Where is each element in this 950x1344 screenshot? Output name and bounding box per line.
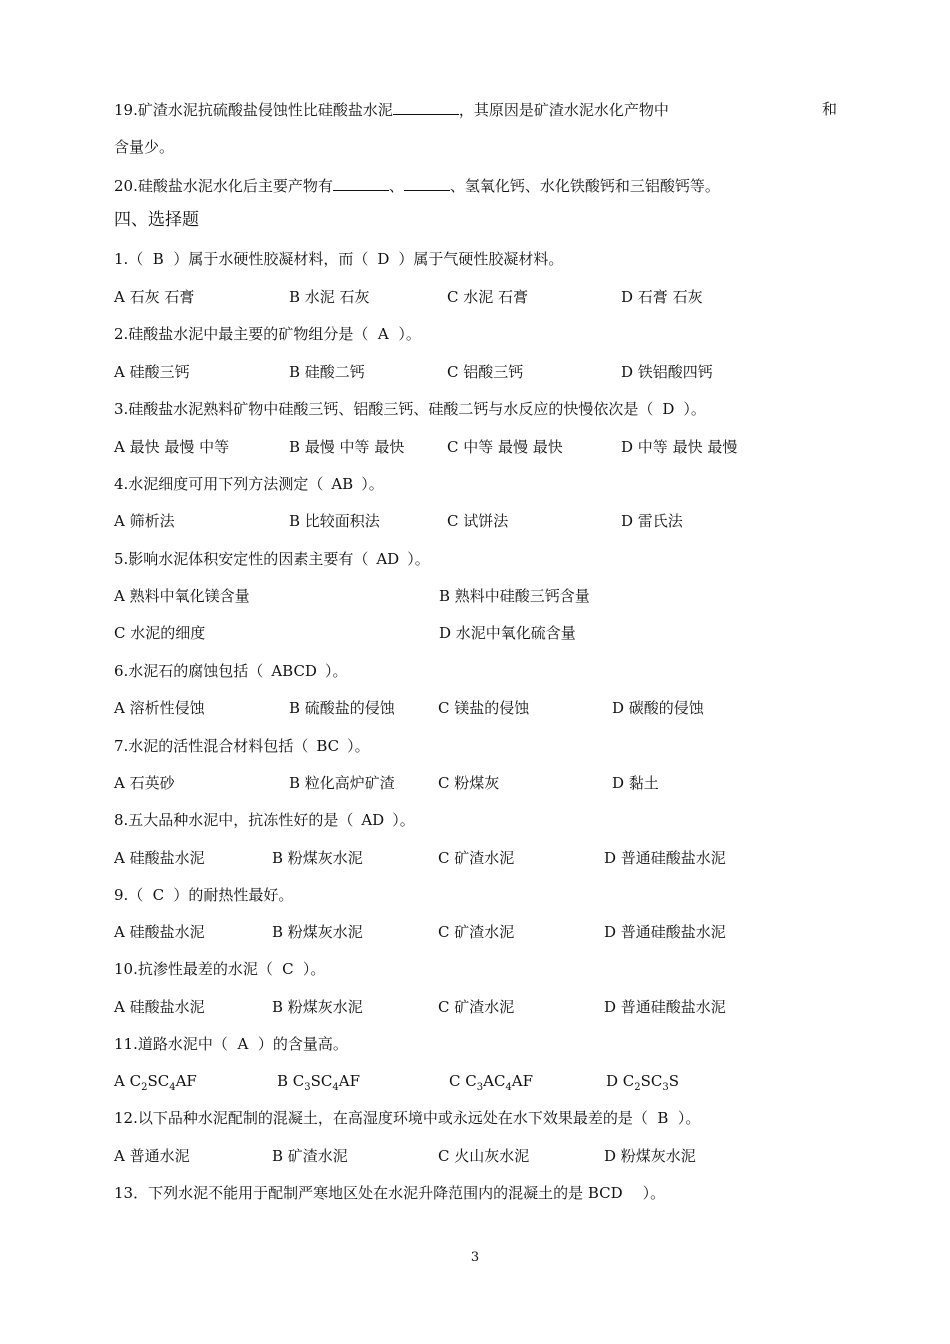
question-8 — [114, 810, 415, 830]
question-text: ）的耐热性最好。 — [173, 886, 294, 904]
answer: C — [152, 886, 165, 904]
subscript: 2 — [141, 1082, 148, 1093]
subscript: 4 — [332, 1082, 339, 1093]
option-b: B 水泥 石灰 — [289, 288, 370, 306]
question-text: ）。 — [677, 1109, 701, 1127]
option-c: C 粉煤灰 — [438, 774, 500, 792]
question-text: 8.五大品种水泥中，抗冻性好的是（ — [114, 811, 354, 829]
option-d: D 普通硅酸盐水泥 — [604, 998, 726, 1016]
option-d: D 普通硅酸盐水泥 — [604, 923, 726, 941]
answer: B — [152, 250, 164, 268]
question-text: 4.水泥细度可用下列方法测定（ — [114, 475, 324, 493]
option-a: A 溶析性侵蚀 — [114, 699, 205, 717]
option-d: D 普通硅酸盐水泥 — [604, 849, 726, 867]
subscript: 3 — [662, 1082, 669, 1093]
option-c: C 矿渣水泥 — [438, 923, 515, 941]
question-text: ）。 — [407, 550, 430, 568]
option-a: A 石灰 石膏 — [114, 288, 195, 306]
option-c: C 矿渣水泥 — [438, 998, 515, 1016]
question-text: 12.以下品种水泥配制的混凝土，在高湿度环境中或永远处在水下效果最差的是（ — [114, 1109, 648, 1127]
option-d: D 中等 最快 最慢 — [621, 438, 738, 456]
question-2 — [114, 324, 421, 344]
question-text: 6.水泥石的腐蚀包括（ — [114, 662, 264, 680]
section-title: 四、选择题 — [114, 210, 199, 230]
option-b: B 比较面积法 — [289, 512, 380, 530]
question-text: 2.硅酸盐水泥中最主要的矿物组分是（ — [114, 325, 369, 343]
option-d: D 水泥中氧化硫含量 — [439, 624, 576, 642]
option-b: B 硫酸盐的侵蚀 — [289, 699, 395, 717]
question-text: 1.（ — [114, 250, 144, 268]
answer: B — [657, 1109, 669, 1127]
question-12 — [114, 1108, 700, 1128]
question-text: 10.抗渗性最差的水泥（ — [114, 960, 273, 978]
option-d: D 碳酸的侵蚀 — [612, 699, 704, 717]
question-19-line-1 — [114, 99, 669, 120]
question-20-text-2: 、氢氧化钙、水化铁酸钙和三铝酸钙等。 — [449, 177, 720, 195]
question-1 — [114, 249, 563, 269]
fill-blank[interactable] — [333, 175, 389, 191]
answer: A — [237, 1035, 249, 1053]
question-6 — [114, 661, 347, 681]
question-text: ）。 — [392, 811, 415, 829]
option-a: A 硅酸盐水泥 — [114, 849, 205, 867]
fill-blank[interactable] — [404, 175, 450, 191]
option-a: A 硅酸三钙 — [114, 363, 190, 381]
question-20 — [114, 175, 720, 196]
answer: D — [377, 250, 390, 268]
option-b: B 熟料中硅酸三钙含量 — [439, 587, 590, 605]
option-c: C 中等 最慢 最快 — [447, 438, 563, 456]
option-b: B 粉煤灰水泥 — [272, 849, 363, 867]
formula-text: SC — [640, 1072, 663, 1090]
question-text: ）。 — [642, 1184, 666, 1202]
question-9 — [114, 885, 293, 905]
question-19-text-2: ，其原因是矿渣水泥水化产物中 — [458, 101, 669, 119]
question-7 — [114, 736, 370, 756]
option-c: C 试饼法 — [447, 512, 509, 530]
subscript: 2 — [634, 1082, 641, 1093]
question-text: 3.硅酸盐水泥熟料矿物中硅酸三钙、铝酸三钙、硅酸二钙与水反应的快慢依次是（ — [114, 400, 654, 418]
option-b — [277, 1071, 360, 1091]
option-d: D 雷氏法 — [621, 512, 683, 530]
option-b: B 矿渣水泥 — [272, 1147, 348, 1165]
option-d: D 石膏 石灰 — [621, 288, 703, 306]
formula-text: A C — [114, 1072, 142, 1090]
formula-text: AC — [483, 1072, 506, 1090]
question-text: 5.影响水泥体积安定性的因素主要有（ — [114, 550, 369, 568]
option-d: D 黏土 — [612, 774, 659, 792]
formula-text: AF — [338, 1072, 361, 1090]
formula-text: AF — [175, 1072, 197, 1090]
question-19-and: 和 — [822, 100, 838, 118]
question-text: ）。 — [398, 325, 421, 343]
option-c: C 矿渣水泥 — [438, 849, 515, 867]
option-d — [606, 1071, 679, 1091]
option-b: B 粒化高炉矿渣 — [289, 774, 395, 792]
option-d: D 铁铝酸四钙 — [621, 363, 713, 381]
question-19-line-2: 含量少。 — [114, 138, 175, 156]
question-text: 9.（ — [114, 886, 144, 904]
question-text: 11.道路水泥中（ — [114, 1035, 228, 1053]
answer: C — [282, 960, 294, 978]
option-a: A 筛析法 — [114, 512, 175, 530]
option-b: B 硅酸二钙 — [289, 363, 365, 381]
option-c: C 镁盐的侵蚀 — [438, 699, 530, 717]
option-a: A 硅酸盐水泥 — [114, 923, 205, 941]
question-19-text: 19.矿渣水泥抗硫酸盐侵蚀性比硅酸盐水泥 — [114, 101, 393, 119]
subscript: 4 — [169, 1082, 176, 1093]
option-c: C 火山灰水泥 — [438, 1147, 530, 1165]
question-11 — [114, 1034, 348, 1054]
formula-text: D C — [606, 1072, 635, 1090]
option-b: B 粉煤灰水泥 — [272, 998, 363, 1016]
question-text: ）。 — [347, 737, 370, 755]
page-number: 3 — [470, 1250, 480, 1265]
option-a: A 硅酸盐水泥 — [114, 998, 205, 1016]
option-a: A 最快 最慢 中等 — [114, 438, 230, 456]
option-c — [449, 1071, 533, 1091]
formula-text: C C — [449, 1072, 477, 1090]
question-10 — [114, 959, 325, 979]
answer: AD — [376, 550, 400, 568]
subscript: 3 — [476, 1082, 484, 1093]
question-3 — [114, 399, 706, 419]
answer: ABCD — [271, 662, 317, 680]
question-text: ）的含量高。 — [257, 1035, 348, 1053]
option-b: B 粉煤灰水泥 — [272, 923, 363, 941]
answer: AB — [331, 475, 354, 493]
formula-text: S — [668, 1072, 680, 1090]
question-20-text: 20.硅酸盐水泥水化后主要产物有 — [114, 177, 333, 195]
option-d: D 粉煤灰水泥 — [604, 1147, 696, 1165]
question-13 — [114, 1183, 665, 1203]
option-a — [114, 1071, 197, 1091]
subscript: 3 — [304, 1082, 311, 1093]
question-text: ）属于气硬性胶凝材料。 — [398, 250, 564, 268]
subscript: 4 — [505, 1082, 512, 1093]
fill-blank[interactable] — [393, 99, 459, 115]
formula-text: SC — [310, 1072, 333, 1090]
formula-text: SC — [147, 1072, 170, 1090]
answer: AD — [361, 811, 385, 829]
question-text: ）。 — [361, 475, 384, 493]
question-text: ）。 — [324, 662, 348, 680]
question-text: ）。 — [302, 960, 326, 978]
question-text: 7.水泥的活性混合材料包括（ — [114, 737, 309, 755]
option-c: C 水泥 石膏 — [447, 288, 529, 306]
question-text: ）。 — [683, 400, 706, 418]
answer: D — [662, 400, 675, 418]
formula-text: B C — [277, 1072, 305, 1090]
question-text: 13．下列水泥不能用于配制严寒地区处在水泥升降范围内的混凝土的是 BCD — [114, 1184, 623, 1202]
option-c: C 水泥的细度 — [114, 624, 206, 642]
option-a: A 石英砂 — [114, 774, 175, 792]
answer: A — [377, 325, 389, 343]
question-text: ）属于水硬性胶凝材料，而（ — [173, 250, 369, 268]
option-a: A 普通水泥 — [114, 1147, 190, 1165]
question-4 — [114, 474, 384, 494]
formula-text: AF — [511, 1072, 534, 1090]
option-c: C 铝酸三钙 — [447, 363, 524, 381]
option-a: A 熟料中氧化镁含量 — [114, 587, 250, 605]
separator: 、 — [388, 177, 404, 195]
question-5 — [114, 549, 430, 569]
answer: BC — [316, 737, 340, 755]
option-b: B 最慢 中等 最快 — [289, 438, 405, 456]
